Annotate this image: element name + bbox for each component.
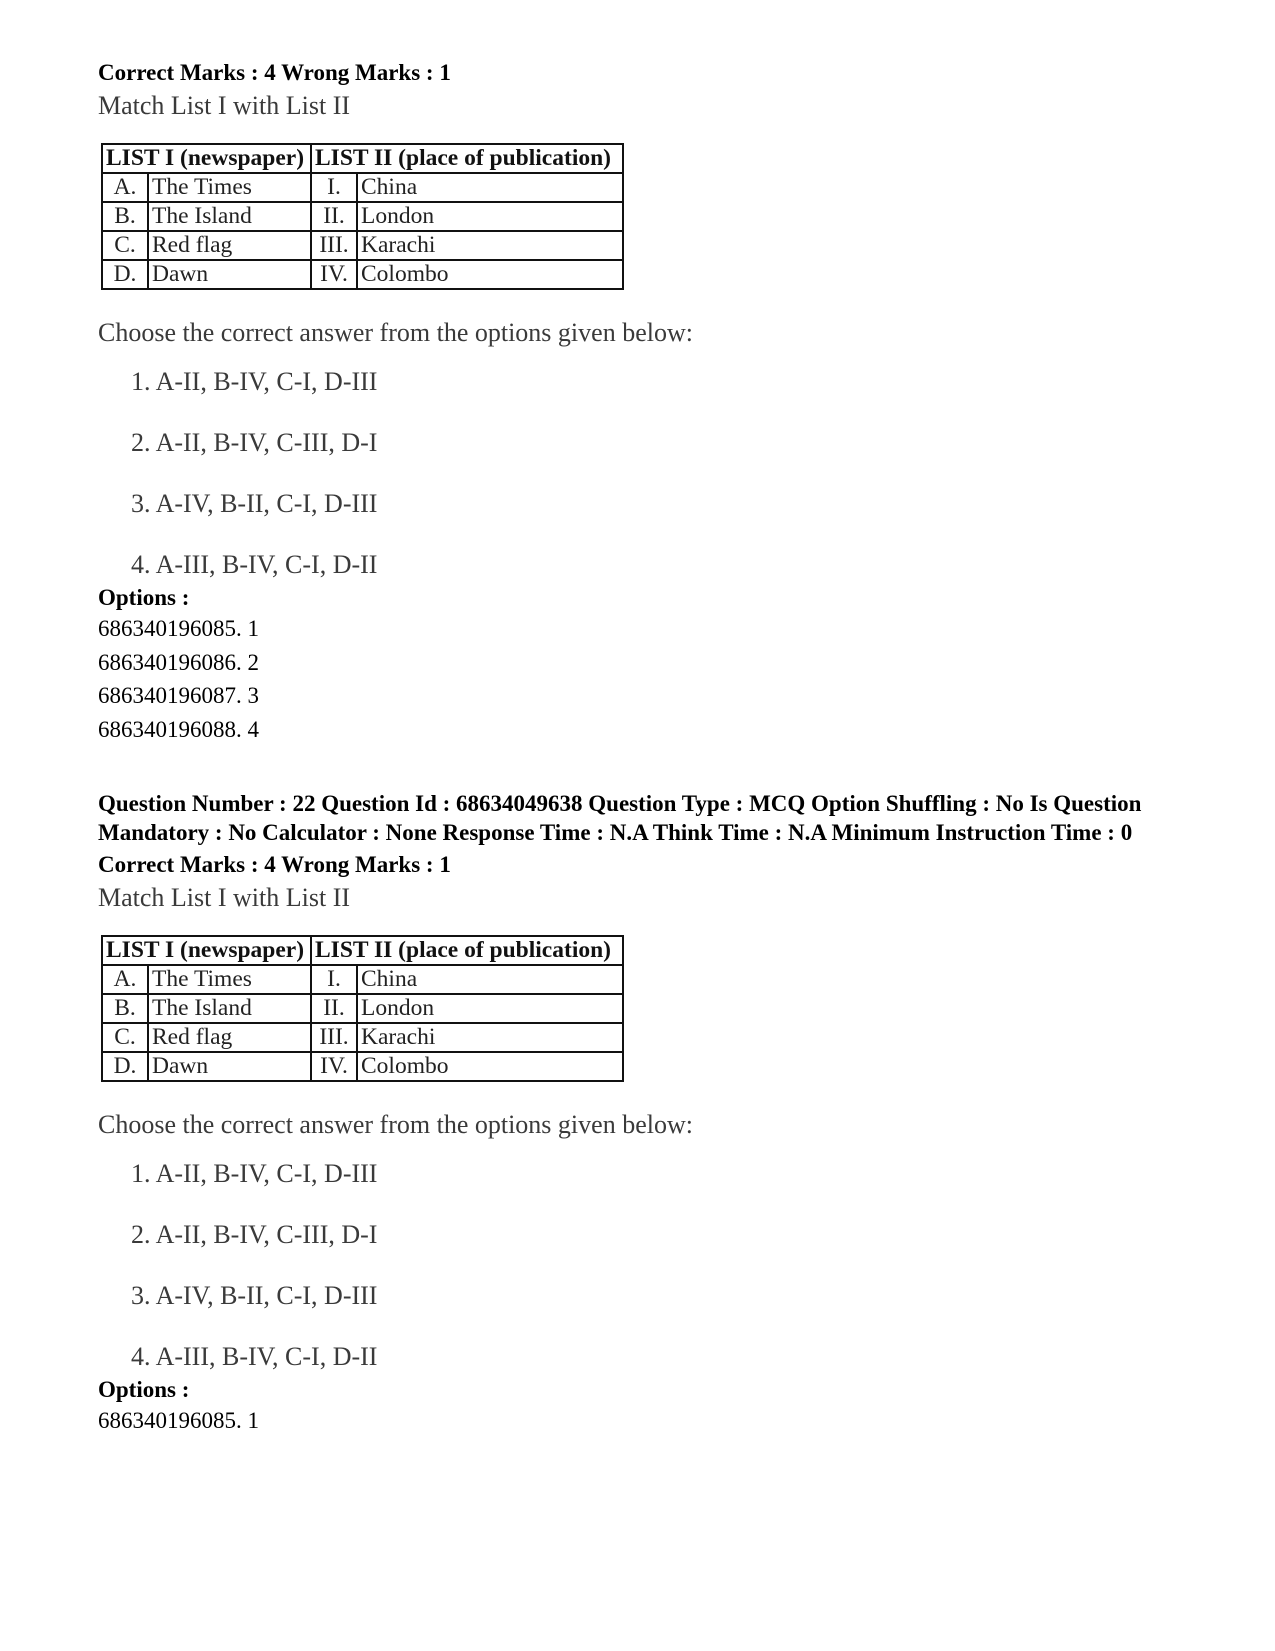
match-prompt: Match List I with List II [98,91,351,120]
options-label: Options : [98,1377,190,1402]
row-label: C. [102,231,148,260]
roman-label: III. [311,231,357,260]
list-ii-header: LIST II (place of publication) [311,144,623,173]
match-table [101,935,624,1082]
place-cell: China [357,173,623,202]
row-label: A. [102,965,148,994]
answer-choice: 4. A-III, B-IV, C-I, D-II [131,1342,378,1371]
question-22-block [98,789,1198,1438]
answer-choice: 2. A-II, B-IV, C-III, D-I [131,1220,378,1249]
table-row [102,994,623,1023]
answer-choices [131,1158,1198,1375]
roman-label: II. [311,994,357,1023]
table-header-row [102,144,623,173]
table-row [102,231,623,260]
newspaper-cell: The Times [148,173,311,202]
newspaper-cell: Dawn [148,260,311,289]
table-row [102,1023,623,1052]
place-cell: London [357,994,623,1023]
row-label: B. [102,994,148,1023]
question-separator [98,746,1198,789]
roman-label: I. [311,173,357,202]
choose-instruction: Choose the correct answer from the options given below: [98,1110,693,1139]
table-row [102,173,623,202]
table-header-row [102,936,623,965]
row-label: D. [102,1052,148,1081]
table-row [102,260,623,289]
roman-label: IV. [311,260,357,289]
option-id: 686340196086. 2 [98,649,259,675]
match-table [101,143,624,290]
match-prompt: Match List I with List II [98,883,351,912]
list-i-header: LIST I (newspaper) [102,144,311,173]
question-header: Question Number : 22 Question Id : 68634049638 Question Type : MCQ Option Shuffling : No Is Question Mandatory : No Calculator : None Response Time : N.A Think Time : N.A Minimum Instruction Time : 0 [98,791,1142,845]
table-row [102,1052,623,1081]
option-id: 686340196085. 1 [98,1408,259,1433]
roman-label: IV. [311,1052,357,1081]
option-id: 686340196085. 1 [98,616,259,641]
table-row [102,202,623,231]
newspaper-cell: The Island [148,202,311,231]
answer-choice: 2. A-II, B-IV, C-III, D-I [131,428,378,457]
place-cell: Karachi [357,1023,623,1052]
choose-instruction: Choose the correct answer from the options given below: [98,318,693,347]
place-cell: Karachi [357,231,623,260]
marks-line: Correct Marks : 4 Wrong Marks : 1 [98,60,451,85]
list-i-header: LIST I (newspaper) [102,936,311,965]
option-id: 686340196087. 3 [98,683,259,708]
answer-choice: 1. A-II, B-IV, C-I, D-III [131,367,378,396]
option-id-list [98,1404,1198,1438]
place-cell: London [357,202,623,231]
options-label: Options : [98,585,190,610]
newspaper-cell: The Island [148,994,311,1023]
question-21-block [98,58,1198,746]
answer-choice: 1. A-II, B-IV, C-I, D-III [131,1159,378,1188]
row-label: D. [102,260,148,289]
answer-choice: 4. A-III, B-IV, C-I, D-II [131,550,378,579]
list-ii-header: LIST II (place of publication) [311,936,623,965]
newspaper-cell: Red flag [148,231,311,260]
row-label: A. [102,173,148,202]
option-id: 686340196088. 4 [98,716,259,742]
place-cell: Colombo [357,1052,623,1081]
roman-label: I. [311,965,357,994]
option-id-list [98,612,1198,746]
marks-line: Correct Marks : 4 Wrong Marks : 1 [98,852,451,877]
answer-choice: 3. A-IV, B-II, C-I, D-III [131,489,378,518]
roman-label: III. [311,1023,357,1052]
answer-choice: 3. A-IV, B-II, C-I, D-III [131,1281,378,1310]
question-paper-page [98,58,1198,1438]
row-label: C. [102,1023,148,1052]
newspaper-cell: Dawn [148,1052,311,1081]
answer-choices [131,366,1198,583]
place-cell: China [357,965,623,994]
newspaper-cell: Red flag [148,1023,311,1052]
table-row [102,965,623,994]
roman-label: II. [311,202,357,231]
row-label: B. [102,202,148,231]
place-cell: Colombo [357,260,623,289]
newspaper-cell: The Times [148,965,311,994]
